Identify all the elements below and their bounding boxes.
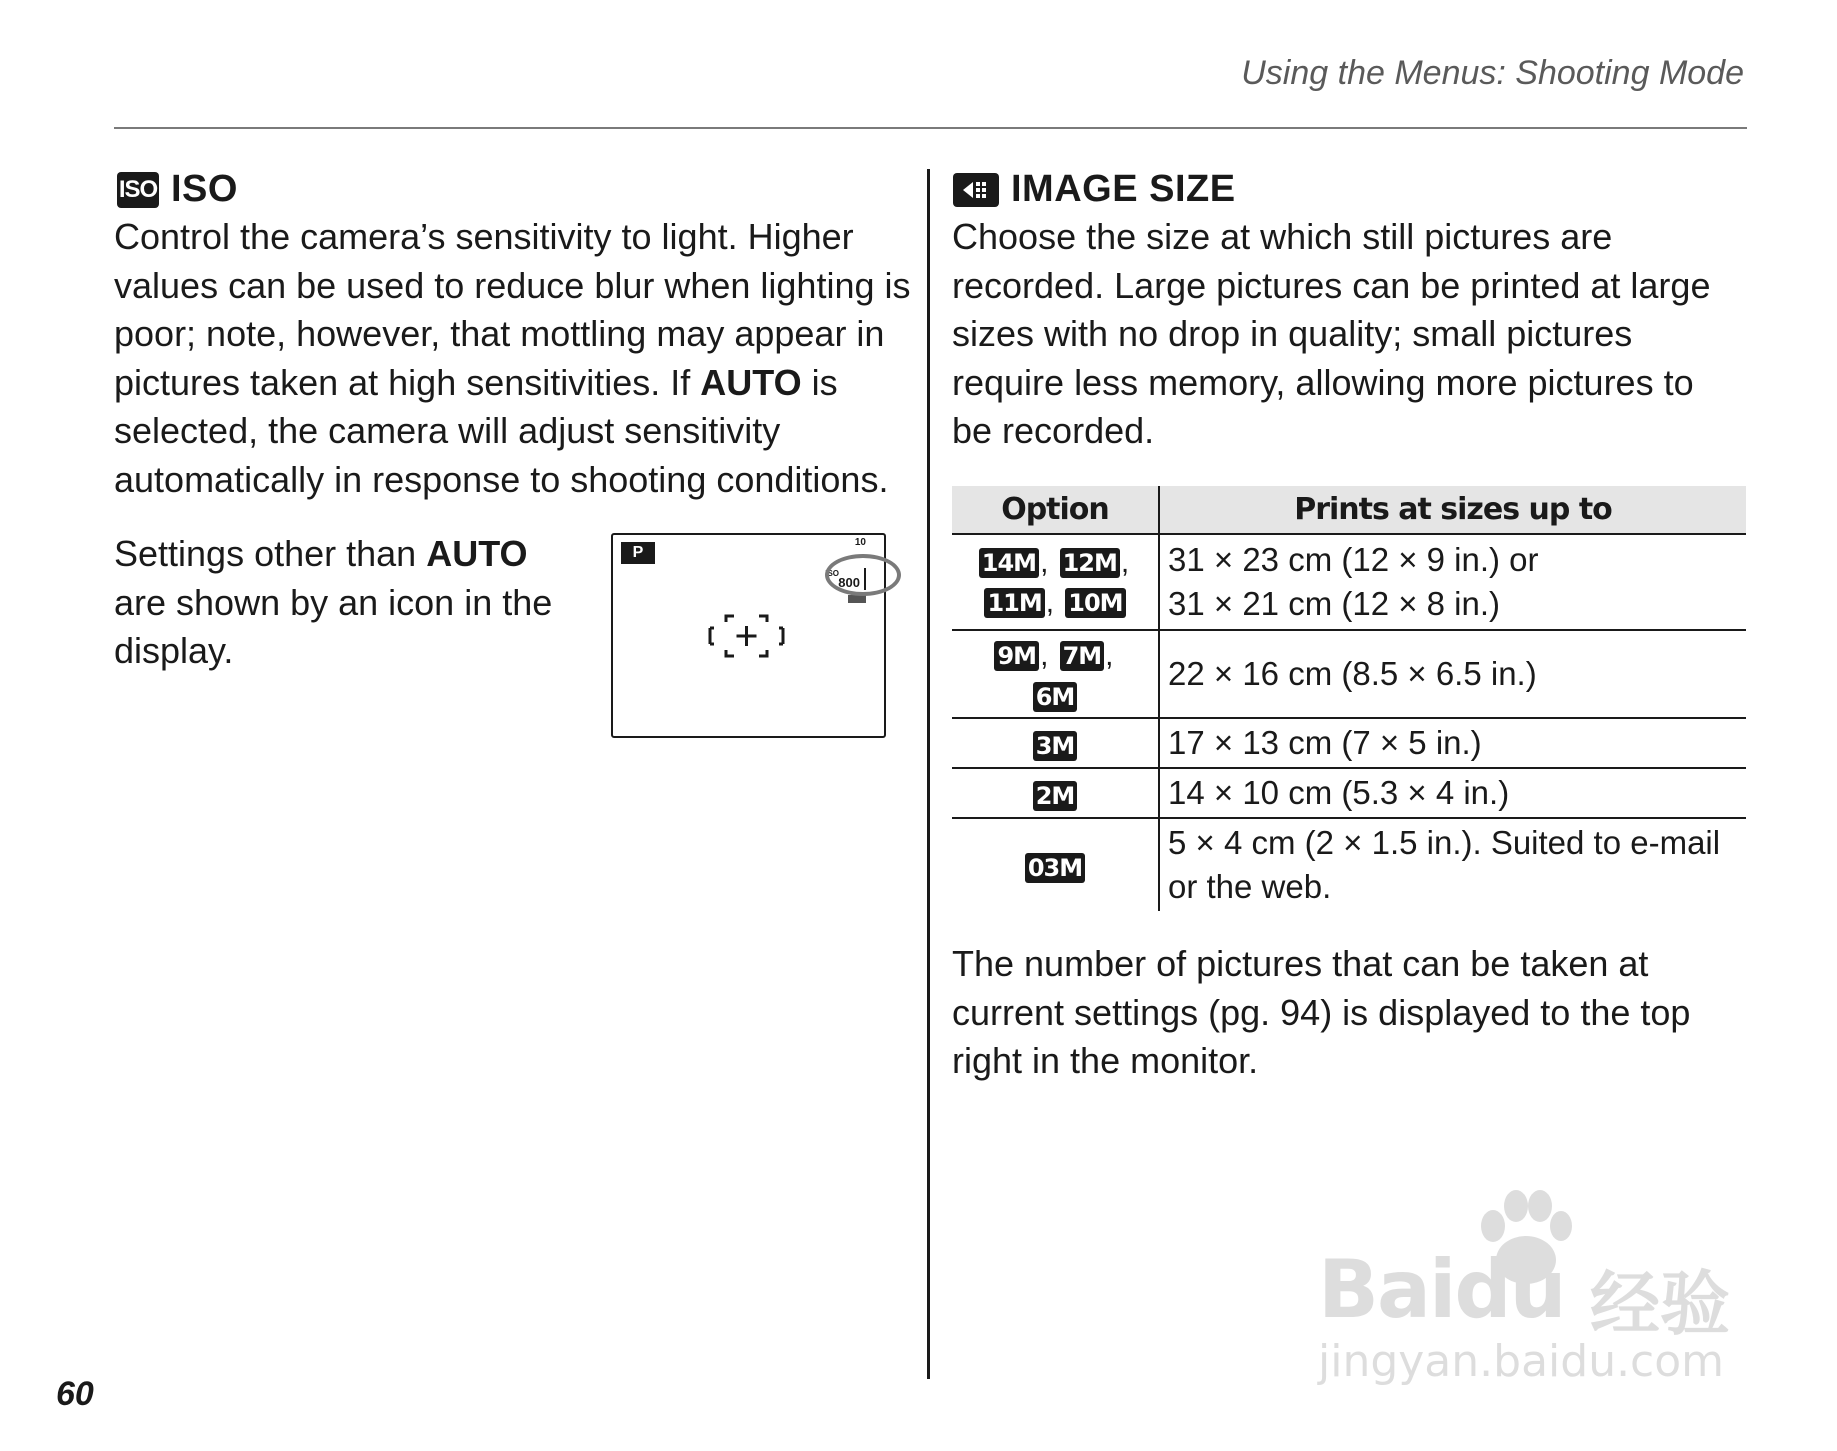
iso-indicator-value: 800 bbox=[838, 575, 860, 590]
print-size-cell bbox=[1159, 768, 1746, 818]
option-cell bbox=[952, 818, 1159, 911]
print-size-text: 5 × 4 cm (2 × 1.5 in.). Suited to e-mail or the web. bbox=[1168, 824, 1721, 906]
header-rule bbox=[114, 127, 1747, 129]
column-divider bbox=[927, 169, 930, 1379]
image-size-footer-note: The number of pictures that can be taken at current settings (pg. 94) is displayed to the top right in the monitor. bbox=[952, 943, 1691, 1081]
size-option-badge: 2M bbox=[1033, 781, 1078, 811]
baidu-watermark bbox=[1318, 1188, 1748, 1398]
iso-display-note: Settings other than AUTO are shown by an icon in the display. bbox=[114, 533, 553, 671]
option-cell bbox=[952, 718, 1159, 768]
print-size-cell bbox=[1159, 718, 1746, 768]
running-head: Using the Menus: Shooting Mode bbox=[1241, 54, 1744, 92]
watermark-logo: Baidu bbox=[1318, 1243, 1565, 1336]
iso-title: ISO bbox=[171, 168, 238, 210]
size-option-badge: 6M bbox=[1033, 682, 1078, 712]
print-size-text: 31 × 23 cm (12 × 9 in.) or bbox=[1168, 541, 1539, 578]
table-row bbox=[952, 818, 1746, 911]
print-size-cell bbox=[1159, 534, 1746, 630]
bold-keyword: AUTO bbox=[426, 533, 528, 574]
iso-icon: ISO bbox=[117, 172, 159, 208]
image-size-description: Choose the size at which still pictures are recorded. Large pictures can be printed at large sizes with no drop in quality; small pictures require less memory, allowing more pictures to be recorded. bbox=[952, 216, 1711, 451]
watermark-url: jingyan.baidu.com bbox=[1318, 1336, 1725, 1387]
size-option-badge: 9M bbox=[994, 641, 1039, 671]
page-number: 60 bbox=[56, 1375, 94, 1413]
iso-highlight-circle bbox=[825, 554, 901, 596]
table-row bbox=[952, 768, 1746, 818]
print-size-cell bbox=[1159, 818, 1746, 911]
image-size-title: IMAGE SIZE bbox=[1011, 168, 1236, 210]
image-size-icon bbox=[953, 173, 999, 207]
size-option-badge: 3M bbox=[1033, 731, 1078, 761]
print-size-cell bbox=[1159, 630, 1746, 718]
table-row bbox=[952, 718, 1746, 768]
print-size-text: 31 × 21 cm (12 × 8 in.) bbox=[1168, 585, 1501, 622]
image-size-table bbox=[952, 486, 1746, 911]
prints-column-header: Prints at sizes up to bbox=[1159, 486, 1746, 534]
size-option-badge: 11M bbox=[984, 588, 1044, 618]
size-option-badge: 03M bbox=[1025, 853, 1085, 883]
iso-indicator-label: ISO bbox=[825, 569, 839, 578]
bold-keyword: AUTO bbox=[700, 361, 802, 403]
print-size-text: 17 × 13 cm (7 × 5 in.) bbox=[1168, 724, 1482, 762]
table-row bbox=[952, 630, 1746, 718]
option-cell: 9M , 7M , 6M bbox=[952, 630, 1159, 718]
battery-icon bbox=[848, 595, 866, 603]
watermark-cn-text: 经验 bbox=[1590, 1263, 1730, 1345]
print-size-text: 14 × 10 cm (5.3 × 4 in.) bbox=[1168, 774, 1510, 812]
table-header-row bbox=[952, 486, 1746, 534]
size-option-badge: 14M bbox=[979, 548, 1039, 578]
table-row bbox=[952, 534, 1746, 630]
size-option-badge: 10M bbox=[1065, 588, 1125, 618]
program-mode-icon: P bbox=[621, 542, 655, 564]
option-column-header: Option bbox=[952, 486, 1159, 534]
iso-heading bbox=[117, 168, 238, 211]
print-size-text: 22 × 16 cm (8.5 × 6.5 in.) bbox=[1168, 655, 1537, 693]
iso-description: Control the camera’s sensitivity to light. Higher values can be used to reduce blur when lighting is poor; note, however, that mottling may appear in pictures taken at high sensitivities. If AUTO is selected, the camera will adjust sensitivity automatically in response to shooting conditions. bbox=[114, 216, 911, 500]
frame-count: 10 bbox=[854, 537, 866, 548]
image-size-heading bbox=[953, 168, 1236, 211]
size-option-badge: 7M bbox=[1060, 641, 1105, 671]
size-option-badge: 12M bbox=[1060, 548, 1120, 578]
option-cell: 14M , 12M , 11M , 10M bbox=[952, 534, 1159, 630]
option-cell bbox=[952, 768, 1159, 818]
focus-frame-icon bbox=[704, 612, 789, 660]
